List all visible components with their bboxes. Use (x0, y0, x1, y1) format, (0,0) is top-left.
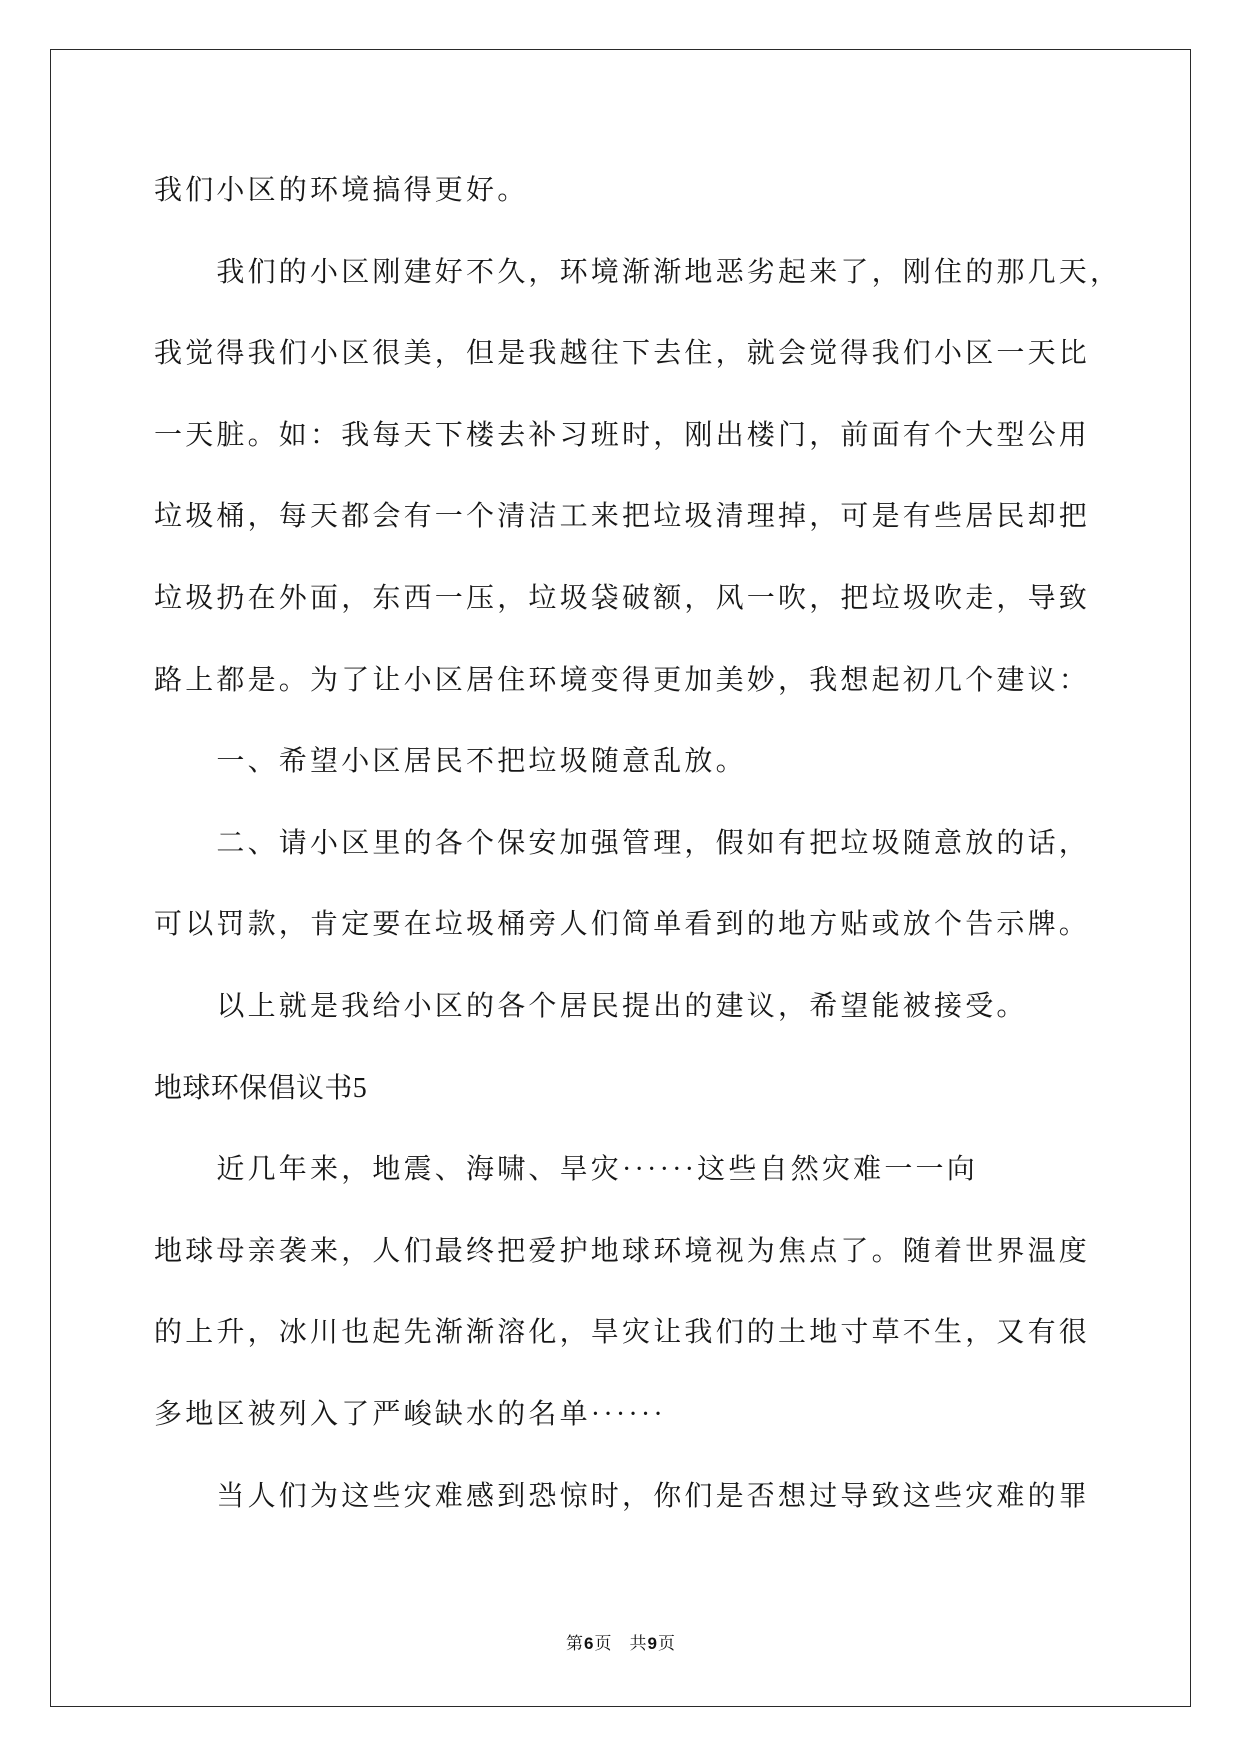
document-body (154, 150, 1164, 1537)
section-heading: 地球环保倡议书5 (154, 1072, 368, 1104)
body-line: 的上升，冰川也起先渐渐溶化，旱灾让我们的土地寸草不生，又有很 (154, 1317, 1091, 1349)
body-line: 我们的小区刚建好不久，环境渐渐地恶劣起来了，刚住的那几天， (216, 256, 1122, 288)
body-line: 地球母亲袭来，人们最终把爱护地球环境视为焦点了。随着世界温度 (154, 1235, 1091, 1267)
page-label-prefix: 第 (566, 1634, 584, 1653)
body-line: 近几年来，地震、海啸、旱灾······这些自然灾难一一向 (216, 1154, 978, 1186)
body-line: 垃圾扔在外面，东西一压，垃圾袋破额，风一吹，把垃圾吹走，导致 (154, 582, 1091, 614)
body-line: 我觉得我们小区很美，但是我越往下去住，就会觉得我们小区一天比 (154, 338, 1091, 370)
body-line: 当人们为这些灾难感到恐惊时，你们是否想过导致这些灾难的罪 (216, 1480, 1090, 1512)
body-line: 多地区被列入了严峻缺水的名单······ (154, 1398, 666, 1430)
closing-line: 以上就是我给小区的各个居民提出的建议，希望能被接受。 (216, 990, 1028, 1022)
body-line: 一天脏。如：我每天下楼去补习班时，刚出楼门，前面有个大型公用 (154, 419, 1091, 451)
body-line: 可以罚款，肯定要在垃圾桶旁人们简单看到的地方贴或放个告示牌。 (154, 909, 1091, 941)
body-line: 垃圾桶，每天都会有一个清洁工来把垃圾清理掉，可是有些居民却把 (154, 501, 1091, 533)
body-line: 我们小区的环境搞得更好。 (154, 175, 529, 206)
page-number: 6 (584, 1634, 594, 1653)
total-pages: 9 (647, 1634, 657, 1653)
total-label-prefix: 共 (629, 1634, 647, 1653)
body-line: 路上都是。为了让小区居住环境变得更加美妙，我想起初几个建议： (154, 664, 1091, 696)
page-footer (0, 1630, 1241, 1658)
suggestion-one-line: 一、希望小区居民不把垃圾随意乱放。 (216, 746, 747, 778)
suggestion-two-line: 二、请小区里的各个保安加强管理，假如有把垃圾随意放的话， (216, 827, 1090, 859)
page-label-suffix: 页 (594, 1634, 612, 1653)
total-label-suffix: 页 (657, 1634, 675, 1653)
